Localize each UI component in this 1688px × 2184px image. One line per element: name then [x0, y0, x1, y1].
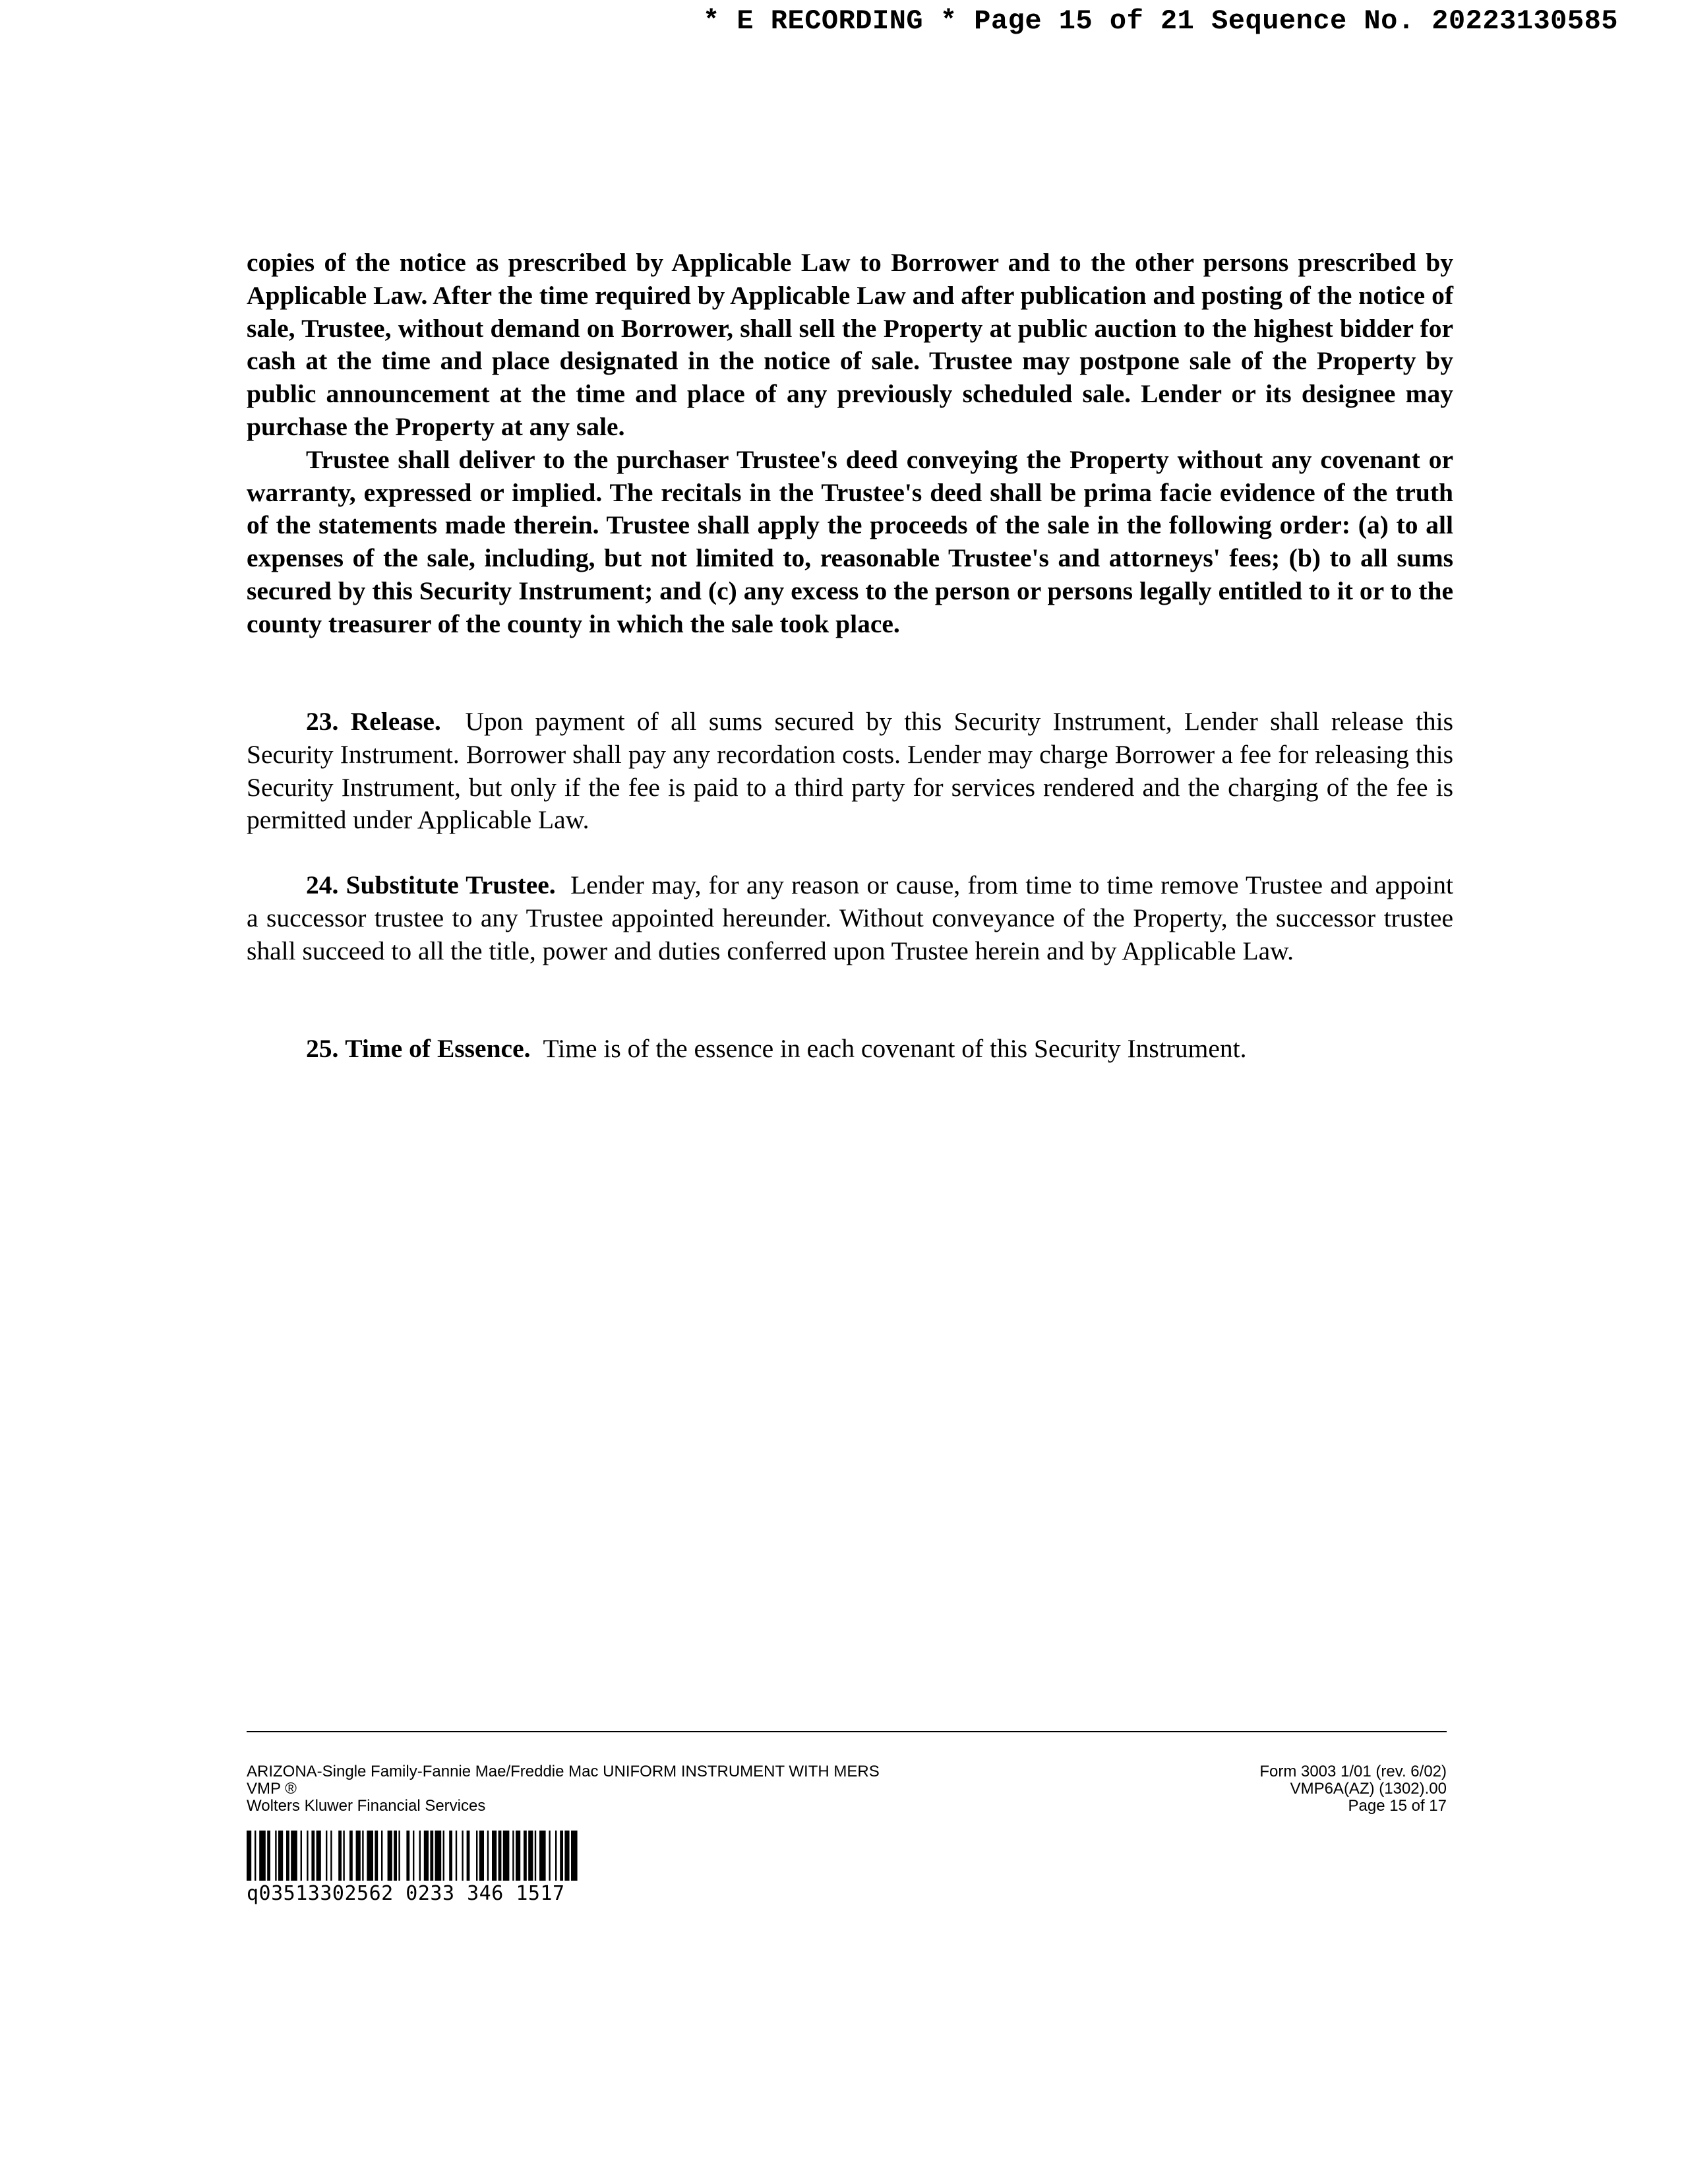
- barcode-bar: [316, 1831, 321, 1881]
- section-text: Upon payment of all sums secured by this Security Instrument, Lender shall release this Security Instrument. Borrower shall pay any recordation costs. Lender may charge Borrower a fee for releasing this Security Instrument, but only if the fee is paid to a third party for services rendered and the charging of the fee is permitted under Applicable Law.: [247, 707, 1454, 835]
- barcode-bar: [259, 1831, 266, 1881]
- barcode-bar: [524, 1831, 527, 1881]
- barcode-bar: [435, 1831, 442, 1881]
- barcode-bar: [301, 1831, 302, 1881]
- barcode-bar: [275, 1831, 276, 1881]
- barcode-bar: [406, 1831, 409, 1881]
- section-25-time-of-essence: [247, 1033, 1453, 1066]
- barcode-bar: [349, 1831, 353, 1881]
- barcode-bar: [247, 1831, 251, 1881]
- barcode-bar: [512, 1831, 514, 1881]
- vmp-mark: VMP ®: [247, 1780, 297, 1798]
- section-24-substitute-trustee: [247, 869, 1453, 967]
- barcode-bar: [278, 1831, 283, 1881]
- section-number: 23.: [306, 707, 339, 736]
- barcode-bar: [356, 1831, 361, 1881]
- barcode-bar: [503, 1831, 510, 1881]
- barcode-bar: [498, 1831, 502, 1881]
- barcode-bar: [535, 1831, 536, 1881]
- barcode-bar: [338, 1831, 342, 1881]
- barcode-bar: [362, 1831, 363, 1881]
- barcode-number: q03513302562 0233 346 1517: [247, 1882, 565, 1905]
- barcode-bar: [539, 1831, 546, 1881]
- section-23-release: [247, 706, 1453, 837]
- barcode-bar: [255, 1831, 256, 1881]
- barcode-bar: [413, 1831, 414, 1881]
- barcode-bar: [560, 1831, 563, 1881]
- barcode-bar: [291, 1831, 297, 1881]
- barcode-bar: [443, 1831, 444, 1881]
- section-number: 25.: [306, 1034, 339, 1063]
- barcode-bar: [286, 1831, 289, 1881]
- barcode-bar: [326, 1831, 327, 1881]
- section-number: 24.: [306, 870, 339, 899]
- barcode-bar: [367, 1831, 373, 1881]
- barcode-bar: [311, 1831, 315, 1881]
- section-text: Time is of the essence in each covenant of this Security Instrument.: [543, 1034, 1247, 1063]
- barcode-bar: [430, 1831, 433, 1881]
- barcode-bar: [307, 1831, 308, 1881]
- barcode-bar: [549, 1831, 550, 1881]
- section-22-continuation: [247, 247, 1453, 641]
- section-text: Lender may, for any reason or cause, from time to time remove Trustee and appoint a successor trustee to any Trustee appointed hereunder. Without conveyance of the Property, the successor trustee shall succeed to all the title, power and duties conferred upon Trustee herein and by Applicable Law.: [247, 870, 1454, 965]
- barcode-bar: [343, 1831, 344, 1881]
- barcode-bar: [375, 1831, 378, 1881]
- barcode-bar: [528, 1831, 533, 1881]
- barcode-bar: [555, 1831, 557, 1881]
- barcode-bar: [419, 1831, 421, 1881]
- sale-procedure-paragraph: copies of the notice as prescribed by Applicable Law to Borrower and to the other persons prescribed by Applicable Law. After the time required by Applicable Law and after publication and posting of the notice of sale, Trustee, without demand on Borrower, shall sell the Property at public auction to the highest bidder for cash at the time and place designated in the notice of sale. Trustee may postpone sale of the Property by public announcement at the time and place of any previously scheduled sale. Lender or its designee may purchase the Property at any sale.: [247, 248, 1453, 441]
- footer-form-info: [247, 1763, 880, 1815]
- barcode-bar: [476, 1831, 477, 1881]
- barcode: [247, 1831, 715, 1881]
- barcode-bar: [267, 1831, 270, 1881]
- form-number: Form 3003 1/01 (rev. 6/02): [1259, 1763, 1447, 1780]
- barcode-bar: [571, 1831, 578, 1881]
- form-code: VMP6A(AZ) (1302).00: [1290, 1780, 1447, 1798]
- form-title: ARIZONA-Single Family-Fannie Mae/Freddie Mac UNIFORM INSTRUMENT WITH MERS: [247, 1763, 880, 1780]
- barcode-bar: [381, 1831, 382, 1881]
- barcode-bar: [394, 1831, 397, 1881]
- publisher: Wolters Kluwer Financial Services: [247, 1797, 486, 1815]
- section-title: Time of Essence.: [345, 1034, 531, 1063]
- barcode-bar: [398, 1831, 400, 1881]
- barcode-bar: [388, 1831, 392, 1881]
- barcode-bar: [456, 1831, 457, 1881]
- barcode-bar: [449, 1831, 452, 1881]
- barcode-bar: [479, 1831, 484, 1881]
- barcode-bar: [564, 1831, 569, 1881]
- footer-form-number: [1259, 1763, 1447, 1815]
- barcode-bar: [462, 1831, 463, 1881]
- section-title: Substitute Trustee.: [346, 870, 556, 899]
- recording-header: * E RECORDING * Page 15 of 21 Sequence No. 20223130585: [702, 5, 1618, 37]
- section-title: Release.: [350, 707, 441, 736]
- barcode-bar: [467, 1831, 470, 1881]
- footer-divider: [247, 1731, 1447, 1732]
- barcode-bar: [492, 1831, 497, 1881]
- barcode-bar: [516, 1831, 520, 1881]
- barcode-bar: [424, 1831, 429, 1881]
- barcode-bar: [487, 1831, 489, 1881]
- barcode-bar: [330, 1831, 332, 1881]
- page-number: Page 15 of 17: [1348, 1797, 1447, 1815]
- trustee-deed-paragraph: Trustee shall deliver to the purchaser Trustee's deed conveying the Property without any covenant or warranty, expressed or implied. The recitals in the Trustee's deed shall be prima facie evidence of the truth of the statements made therein. Trustee shall apply the proceeds of the sale in the following order: (a) to all expenses of the sale, including, but not limited to, reasonable Trustee's and attorneys' fees; (b) to all sums secured by this Security Instrument; and (c) any excess to the person or persons legally entitled to it or to the county treasurer of the county in which the sale took place.: [247, 444, 1453, 638]
